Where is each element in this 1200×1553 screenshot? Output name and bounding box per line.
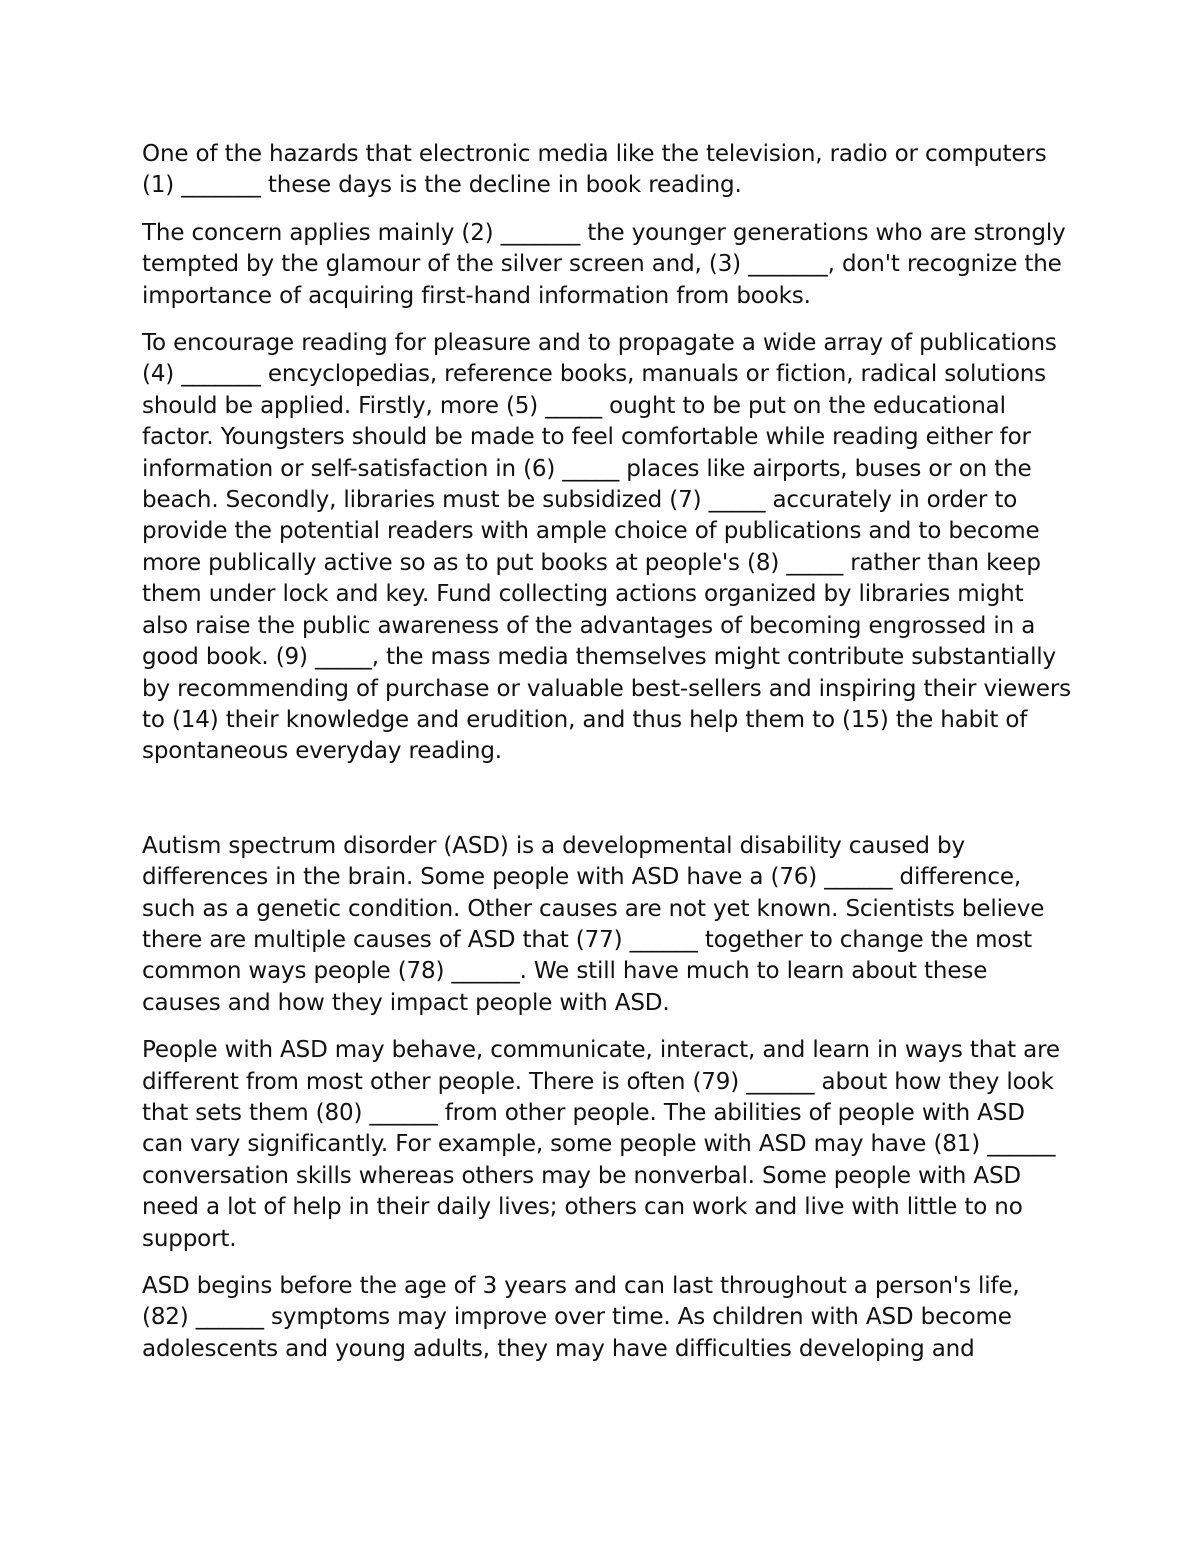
paragraph-concern: The concern applies mainly (2) _______ the younger generations who are strongly tempted by the glamour of the silver screen and, (3) _______, don't recognize the importance of acquiring first-hand information from books.: [142, 219, 1066, 309]
paragraph-autism-onset: ASD begins before the age of 3 years and can last throughout a person's life, (82) ______ symptoms may improve over time. As children with ASD become adolescents and young adults, they may have difficulties developing and: [142, 1273, 1020, 1362]
section-divider-space: [142, 784, 1072, 831]
paragraph-encourage-reading: To encourage reading for pleasure and to propagate a wide array of publications (4) _______ encyclopedias, reference books, manuals or fiction, radical solutions should be applied. Firstly, more (5) _____ ought to be put on the educational factor. Youngsters should be made to feel comfortable while reading either for information or self-satisfaction in (6) _____ places like airports, buses or on the beach. Secondly, libraries must be subsidized (7) _____ accurately in order to provide the potential readers with ample choice of publications and to become more publically active so as to put books at people's (8) _____ rather than keep them under lock and key. Fund collecting actions organized by libraries might also raise the public awareness of the advantages of becoming engrossed in a good book. (9) _____, the mass media themselves might contribute substantially by recommending of purchase or valuable best-sellers and inspiring their viewers to (14) their knowledge and erudition, and thus help them to (15) the habit of spontaneous everyday reading.: [142, 330, 1071, 765]
paragraph-hazards: One of the hazards that electronic media like the television, radio or computers (1) _______ these days is the decline in book reading.: [142, 141, 1047, 199]
document-body: [142, 139, 1072, 1381]
paragraph-autism-definition: Autism spectrum disorder (ASD) is a developmental disability caused by differences in the brain. Some people with ASD have a (76) ______ difference, such as a genetic condition. Other causes are not yet known. Scientists believe there are multiple causes of ASD that (77) ______ together to change the most common ways people (78) ______. We still have much to learn about these causes and how they impact people with ASD.: [142, 832, 1045, 1016]
paragraph-autism-behavior: People with ASD may behave, communicate, interact, and learn in ways that are different from most other people. There is often (79) ______ about how they look that sets them (80) ______ from other people. The abilities of people with ASD can vary significantly. For example, some people with ASD may have (81) ______ conversation skills whereas others may be nonverbal. Some people with ASD need a lot of help in their daily lives; others can work and live with little to no support.: [142, 1037, 1060, 1252]
